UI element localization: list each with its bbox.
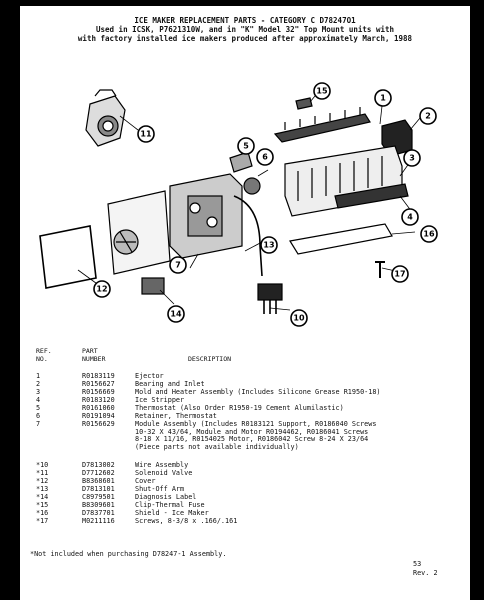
part-number: R0161060: [82, 404, 115, 412]
page-number: 53: [413, 560, 422, 568]
callout-17: [392, 266, 408, 282]
svg-text:11: 11: [140, 129, 152, 139]
part-description: Clip-Thermal Fuse: [135, 501, 205, 509]
part-description: Ejector: [135, 372, 164, 380]
svg-text:2: 2: [425, 111, 431, 121]
ref-number: *12: [36, 477, 49, 485]
part-description: Module Assembly (Includes R0183121 Support, R0186040 Screws 10-32 X 43/64, Module and Motor R0194462, R0186041 Screws 8-18 X 11/16, R0154025 Motor, R0186042 Screw 8-24 X 23/64 (Piece parts not available individually): [135, 420, 377, 451]
part-number: R0183120: [82, 396, 115, 404]
part-description: Shield - Ice Maker: [135, 509, 209, 517]
ref-number: 3: [36, 388, 41, 396]
col-description-label: DESCRIPTION: [188, 355, 232, 363]
part-description: Bearing and Inlet: [135, 380, 205, 388]
module-assembly-drawing: [170, 174, 242, 258]
header-subtitle: Used in ICSK, P7621310W, and in "K" Model 32" Top Mount units with: [95, 25, 394, 34]
svg-text:14: 14: [170, 309, 182, 319]
part-number: R0156629: [82, 420, 115, 428]
ref-number: *10: [36, 461, 49, 469]
col-part-label-2: NUMBER: [82, 355, 106, 363]
callout-11: [138, 126, 154, 142]
callout-3: [404, 150, 420, 166]
ref-number: 5: [36, 404, 41, 412]
callout-7: [170, 257, 186, 273]
part-description: Shut-Off Arm: [135, 485, 185, 493]
part-number: M0211116: [82, 517, 115, 525]
svg-text:7: 7: [175, 260, 181, 270]
exploded-parts-diagram: [20, 46, 470, 346]
part-description: Cover: [135, 477, 156, 485]
svg-text:16: 16: [423, 229, 435, 239]
part-number: C8979501: [82, 493, 115, 501]
part-number: D7712602: [82, 469, 115, 477]
part-number: R0156669: [82, 388, 115, 396]
cover-drawing: [40, 226, 96, 288]
svg-text:12: 12: [96, 284, 108, 294]
callout-4: [402, 209, 418, 225]
part-number: D7813101: [82, 485, 115, 493]
part-number: D7837701: [82, 509, 115, 517]
svg-text:17: 17: [394, 269, 406, 279]
part-number: R0156627: [82, 380, 115, 388]
ref-number: 4: [36, 396, 41, 404]
ref-number: 6: [36, 412, 41, 420]
part-description: Mold and Heater Assembly (Includes Silicone Grease R1950-18): [135, 388, 381, 396]
part-number: R0183119: [82, 372, 115, 380]
wire-assembly-drawing: [258, 284, 282, 314]
part-number: B8368601: [82, 477, 115, 485]
part-number: B8309601: [82, 501, 115, 509]
ejector-drawing: [275, 107, 370, 142]
part-number: R0191094: [82, 412, 115, 420]
callout-5: [238, 138, 254, 154]
svg-text:15: 15: [316, 86, 328, 96]
clip-thermal-fuse-drawing: [296, 98, 312, 109]
module-housing-drawing: [108, 191, 170, 274]
svg-text:10: 10: [293, 313, 305, 323]
ref-number: 2: [36, 380, 41, 388]
ref-number: *15: [36, 501, 49, 509]
thermostat-drawing: [244, 178, 260, 194]
ref-number: *17: [36, 517, 49, 525]
part-description: Ice Stripper: [135, 396, 185, 404]
diagnosis-label-drawing: [142, 278, 164, 294]
screw-drawing: [375, 262, 385, 278]
ref-number: *11: [36, 469, 49, 477]
ref-number: 1: [36, 372, 41, 380]
callout-1: [375, 90, 391, 106]
callout-13: [261, 237, 277, 253]
callout-12: [94, 281, 110, 297]
col-part-label: PART: [82, 347, 98, 355]
shield-drawing: [290, 224, 392, 254]
svg-text:6: 6: [262, 152, 268, 162]
solenoid-valve-drawing: [86, 90, 125, 146]
svg-text:1: 1: [380, 93, 386, 103]
col-ref-label-2: NO.: [36, 355, 48, 363]
part-description: Screws, 8-3/8 x .166/.161: [135, 517, 238, 525]
ref-number: 7: [36, 420, 41, 428]
ref-number: *14: [36, 493, 49, 501]
footnote: *Not included when purchasing D78247-1 Assembly.: [30, 550, 227, 558]
callout-14: [168, 306, 184, 322]
parts-page: [20, 6, 470, 600]
svg-text:3: 3: [409, 153, 415, 163]
part-number: D7813002: [82, 461, 115, 469]
part-description: Retainer, Thermostat: [135, 412, 217, 420]
ref-number: *13: [36, 485, 49, 493]
col-ref-label: REF.: [36, 347, 52, 355]
part-description: Diagnosis Label: [135, 493, 197, 501]
svg-text:5: 5: [243, 141, 249, 151]
svg-text:13: 13: [263, 240, 275, 250]
ref-number: *16: [36, 509, 49, 517]
header-title: ICE MAKER REPLACEMENT PARTS - CATEGORY C D78247O1: [134, 16, 356, 25]
callout-16: [421, 226, 437, 242]
header-subtitle-2: with factory installed ice makers produced after approximately March, 1988: [77, 34, 413, 43]
part-description: Wire Assembly: [135, 461, 189, 469]
svg-text:4: 4: [407, 212, 413, 222]
part-description: Thermostat (Also Order R1950-19 Cement Alumilastic): [135, 404, 344, 412]
callout-2: [420, 108, 436, 124]
callout-6: [257, 149, 273, 165]
callout-15: [314, 83, 330, 99]
retainer-drawing: [230, 152, 252, 172]
callout-10: [291, 310, 307, 326]
revision-label: Rev. 2: [413, 569, 438, 577]
part-description: Solenoid Valve: [135, 469, 193, 477]
